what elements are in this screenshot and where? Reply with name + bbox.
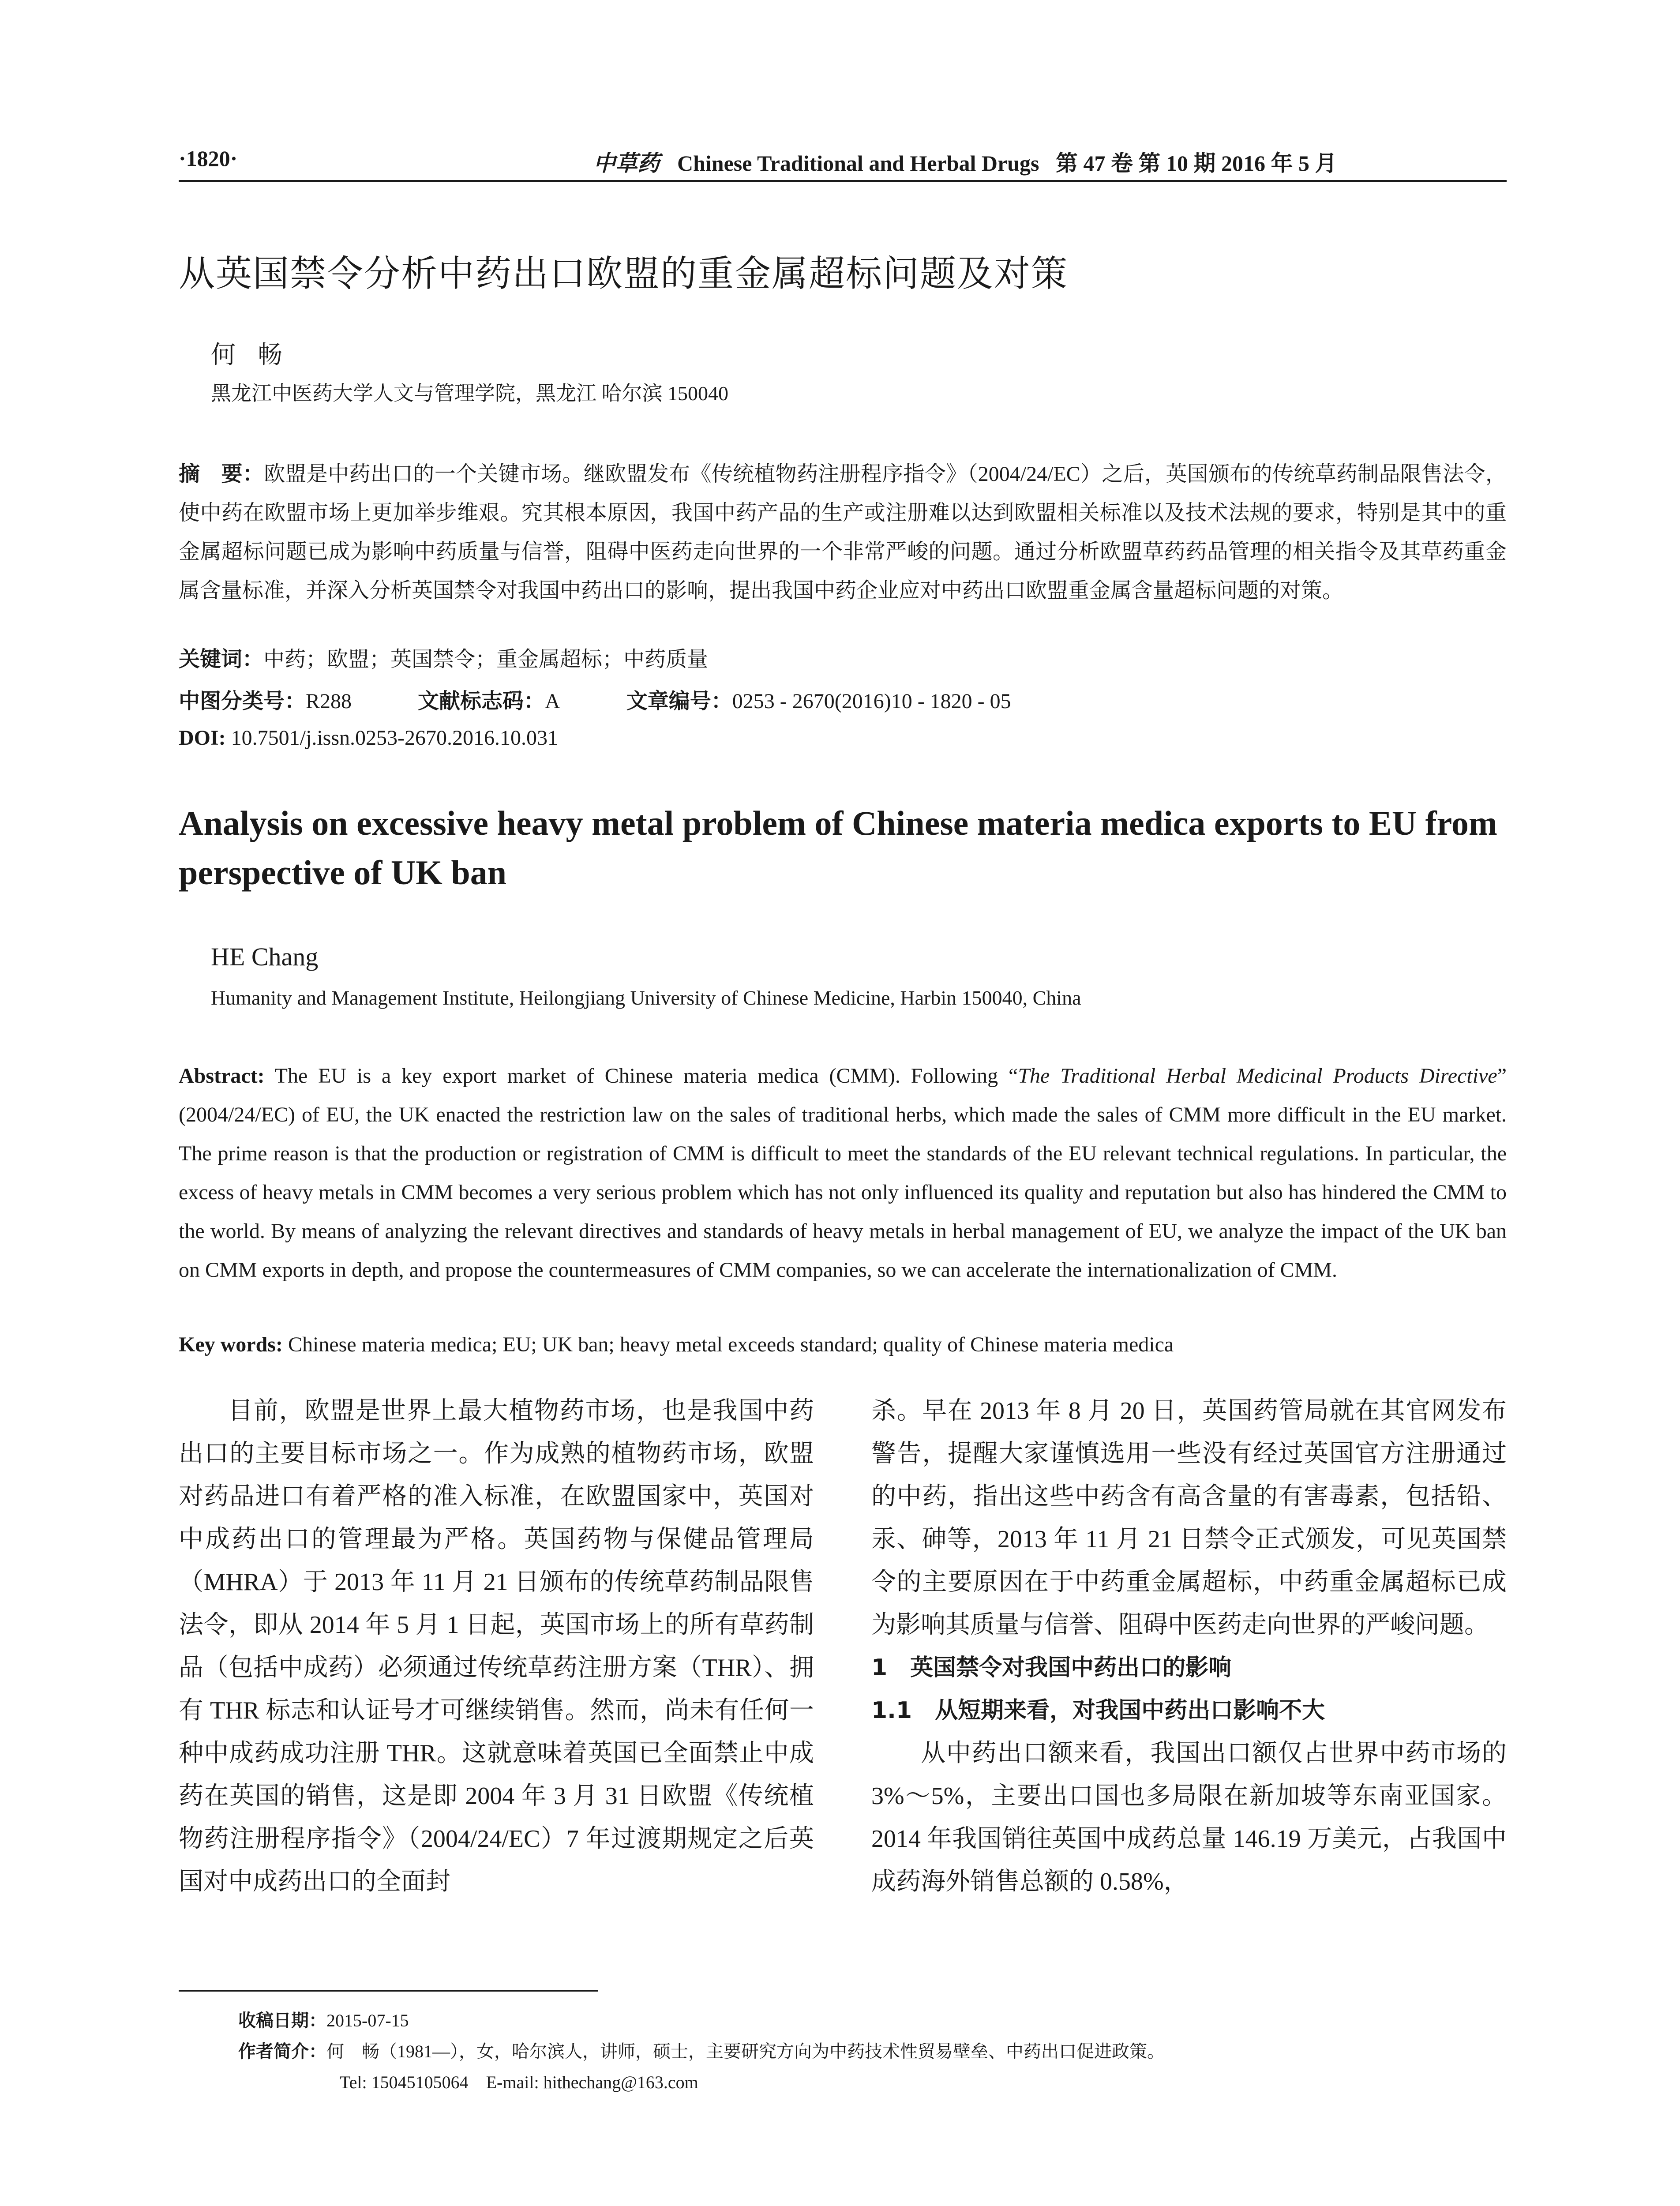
received-label: 收稿日期： xyxy=(238,2011,326,2031)
footnote-contact: Tel: 15045105064 E-mail: hithechang@163.com xyxy=(340,2072,698,2092)
cn-title: 从英国禁令分析中药出口欧盟的重金属超标问题及对策 xyxy=(179,253,1069,295)
cn-keywords xyxy=(179,642,1507,672)
cn-abstract-label: 摘 要： xyxy=(179,461,264,486)
article-no-value: 0253 - 2670(2016)10 - 1820 - 05 xyxy=(732,690,1011,713)
received-date: 2015-07-15 xyxy=(326,2011,409,2030)
en-abstract-text-b: ” (2004/24/EC) of EU, the UK enacted the restriction law on the sales of traditional herbs, which made the sales of CMM more difficult in the EU market. The prime reason is that the production or registration of CMM is difficult to meet the standards of the EU relevant technical regulations. In particular, the excess of heavy metals in CMM becomes a very serious problem which has not only influenced its quality and reputation but also has hindered the CMM to the world. By means of analyzing the relevant directives and standards of heavy metals in herbal management of EU, we analyze the impact of the UK ban on CMM exports in depth, and propose the countermeasures of CMM companies, so we can accelerate the internationalization of CMM. xyxy=(179,1064,1507,1282)
clc-label: 中图分类号： xyxy=(179,689,306,713)
footnote-divider xyxy=(179,1990,598,1992)
doc-code-value: A xyxy=(545,690,560,713)
cn-keywords-text: 中药；欧盟；英国禁令；重金属超标；中药质量 xyxy=(263,648,709,671)
bio-label: 作者简介： xyxy=(238,2041,326,2062)
doc-code-label: 文献标志码： xyxy=(418,689,545,713)
page-number: ·1820· xyxy=(179,146,238,171)
footnote-bio xyxy=(238,2036,1507,2067)
journal-en-name: Chinese Traditional and Herbal Drugs xyxy=(677,151,1039,176)
doi-value: 10.7501/j.issn.0253-2670.2016.10.031 xyxy=(231,726,559,750)
body-paragraph: 目前，欧盟是世界上最大植物药市场，也是我国中药出口的主要目标市场之一。作为成熟的植物药市场，欧盟对药品进口有着严格的准入标准，在欧盟国家中，英国对中成药出口的管理最为严格。英国药物与保健品管理局（MHRA）于 2013 年 11 月 21 日颁布的传统草药制品限售法令，即从 2014 年 5 月 1 日起，英国市场上的所有草药制品（包括中成药）必须通过传统草药注册方案（THR）、拥有 THR 标志和认证号才可继续销售。然而，尚未有任何一种中成药成功注册 THR。这就意味着英国已全面禁止中成药在英国的销售，这是即 2004 年 3 月 31 日欧盟《传统植物药注册程序指令》（2004/24/EC）7 年过渡期规定之后英国对中成药出口的全面封 xyxy=(179,1397,814,1895)
article-no-label: 文章编号： xyxy=(626,689,732,713)
cn-affiliation: 黑龙江中医药大学人文与管理学院，黑龙江 哈尔滨 150040 xyxy=(211,382,728,405)
en-abstract-text-a: The EU is a key export market of Chinese materia medica (CMM). Following “ xyxy=(274,1064,1018,1088)
en-abstract xyxy=(179,1057,1507,1290)
section-heading: 1 英国禁令对我国中药出口的影响 xyxy=(871,1654,1232,1681)
running-header xyxy=(179,140,1507,182)
en-title: Analysis on excessive heavy metal problem of Chinese materia medica exports to EU from perspective of UK ban xyxy=(179,804,1497,892)
en-keywords-label: Key words: xyxy=(179,1333,283,1356)
footnote xyxy=(238,2005,1507,2098)
cn-abstract xyxy=(179,454,1507,610)
body-paragraph: 从中药出口额来看，我国出口额仅占世界中药市场的 3%～5%，主要出口国也多局限在新加坡等东南亚国家。2014 年我国销往英国中成药总量 146.19 万美元，占我国中成药海外销售总额的 0.58%， xyxy=(871,1740,1507,1895)
cn-abstract-text: 欧盟是中药出口的一个关键市场。继欧盟发布《传统植物药注册程序指令》（2004/24/EC）之后，英国颁布的传统草药制品限售法令，使中药在欧盟市场上更加举步维艰。究其根本原因，我国中药产品的生产或注册难以达到欧盟相关标准以及技术法规的要求，特别是其中的重金属超标问题已成为影响中药质量与信誉，阻碍中医药走向世界的一个非常严峻的问题。通过分析欧盟草药药品管理的相关指令及其草药重金属含量标准，并深入分析英国禁令对我国中药出口的影响，提出我国中药企业应对中药出口欧盟重金属含量超标问题的对策。 xyxy=(179,462,1507,602)
cn-keywords-label: 关键词： xyxy=(179,647,264,672)
en-author: HE Chang xyxy=(211,942,319,971)
doi-label: DOI: xyxy=(179,726,226,750)
body-paragraph: 杀。早在 2013 年 8 月 20 日，英国药管局就在其官网发布警告，提醒大家谨慎选用一些没有经过英国官方注册通过的中药，指出这些中药含有高含量的有害毒素，包括铅、汞、砷等，2013 年 11 月 21 日禁令正式颁发，可见英国禁令的主要原因在于中药重金属超标，中药重金属超标已成为影响其质量与信誉、阻碍中医药走向世界的严峻问题。 xyxy=(871,1397,1507,1639)
clc-value: R288 xyxy=(306,690,352,713)
en-abstract-label: Abstract: xyxy=(179,1064,265,1088)
subsection-heading: 1.1 从短期来看，对我国中药出口影响不大 xyxy=(871,1697,1325,1724)
issue-info: 第 47 卷 第 10 期 2016 年 5 月 xyxy=(1055,151,1337,176)
footnote-received xyxy=(238,2005,1507,2036)
en-abstract-directive-title: The Traditional Herbal Medicinal Products Directive xyxy=(1018,1064,1497,1088)
body-right-column xyxy=(871,1390,1507,1903)
en-affiliation: Humanity and Management Institute, Heilongjiang University of Chinese Medicine, Harbin 150040, China xyxy=(211,987,1081,1009)
cn-classification-line xyxy=(179,684,1507,714)
en-keywords xyxy=(179,1332,1507,1357)
doi-line xyxy=(179,726,1507,750)
cn-author: 何畅 xyxy=(211,341,304,369)
en-keywords-text: Chinese materia medica; EU; UK ban; heavy metal exceeds standard; quality of Chinese materia medica xyxy=(288,1333,1174,1356)
journal-cn-name: 中草药 xyxy=(593,150,660,176)
bio-text: 何 畅（1981—），女，哈尔滨人，讲师，硕士，主要研究方向为中药技术性贸易壁垒、中药出口促进政策。 xyxy=(326,2041,1165,2061)
body-left-column xyxy=(179,1390,814,1903)
journal-info xyxy=(593,146,1337,177)
